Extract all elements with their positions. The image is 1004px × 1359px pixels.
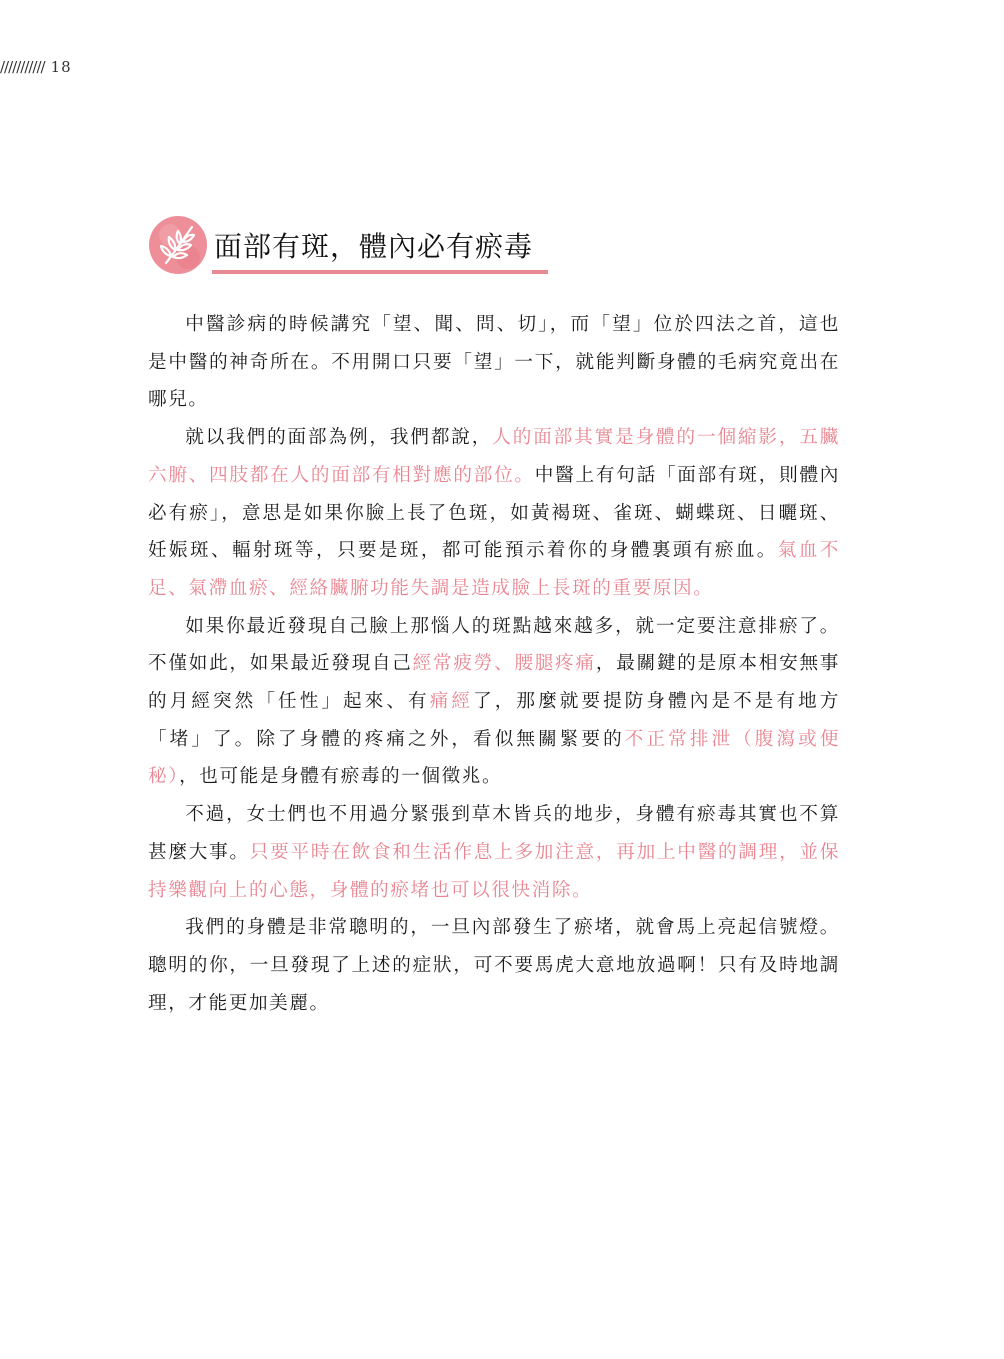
paragraph — [148, 909, 840, 1022]
paragraph — [148, 796, 840, 909]
body-text-run: 就以我們的面部為例，我們都說， — [185, 427, 493, 449]
paragraph — [148, 306, 840, 419]
paragraph — [148, 419, 840, 608]
title-underline — [212, 270, 548, 274]
body-text-run: 中醫上有句話「面部有斑，則體內必有瘀」，意思是如果你臉上長了色斑，如黃褐斑、雀斑、蝴蝶斑、日曬斑、妊娠斑、輻射斑等，只要是斑，都可能預示着你的身體裏頭有瘀血。 — [148, 464, 840, 562]
highlighted-text: 人的面部其實是身體的一個縮影，五臟六腑、四肢都在人的面部有相對應的部位。 — [148, 427, 840, 486]
highlighted-text: 經常疲勞、腰腿疼痛 — [412, 653, 596, 675]
body-text-run: ，最關鍵的是原本相安無事的月經突然「任性」起來、有 — [148, 653, 840, 713]
header-slashes: /////////// — [0, 58, 45, 76]
section-title-block — [148, 212, 548, 278]
body-text-run: 了，那麼就要提防身體內是不是有地方「堵」了。除了身體的疼痛之外，看似無關緊要的 — [148, 691, 840, 750]
body-text-run: 中醫診病的時候講究「望、聞、問、切」，而「望」位於四法之首，這也是中醫的神奇所在。不用開口只要「望」一下，就能判斷身體的毛病究竟出在哪兒。 — [148, 314, 840, 411]
highlighted-text: 不正常排泄（腹瀉或便秘） — [148, 728, 840, 788]
body-text-run: 我們的身體是非常聰明的，一旦內部發生了瘀堵，就會馬上亮起信號燈。聰明的你，一旦發現了上述的症狀，可不要馬虎大意地放過啊！只有及時地調理，才能更加美麗。 — [148, 917, 840, 1014]
body-text-run: 不過，女士們也不用過分緊張到草木皆兵的地步，身體有瘀毒其實也不算甚麼大事。 — [148, 804, 840, 863]
article-body — [148, 306, 840, 1022]
paragraph — [148, 608, 840, 797]
page-header — [0, 58, 72, 76]
body-text-run: 如果你最近發現自己臉上那惱人的斑點越來越多，就一定要注意排瘀了。不僅如此，如果最近發現自己 — [148, 615, 840, 675]
page-number: 18 — [50, 58, 72, 76]
highlighted-text: 氣血不足、氣滯血瘀、經絡臟腑功能失調是造成臉上長斑的重要原因。 — [148, 540, 840, 599]
highlighted-text: 痛經 — [429, 691, 474, 713]
leaf-branch-icon — [148, 215, 208, 275]
highlighted-text: 只要平時在飲食和生活作息上多加注意，再加上中醫的調理，並保持樂觀向上的心態，身體的瘀堵也可以很快消除。 — [148, 841, 840, 901]
body-text-run: ，也可能是身體有瘀毒的一個徵兆。 — [179, 766, 503, 788]
section-title: 面部有斑，體內必有瘀毒 — [214, 230, 534, 263]
